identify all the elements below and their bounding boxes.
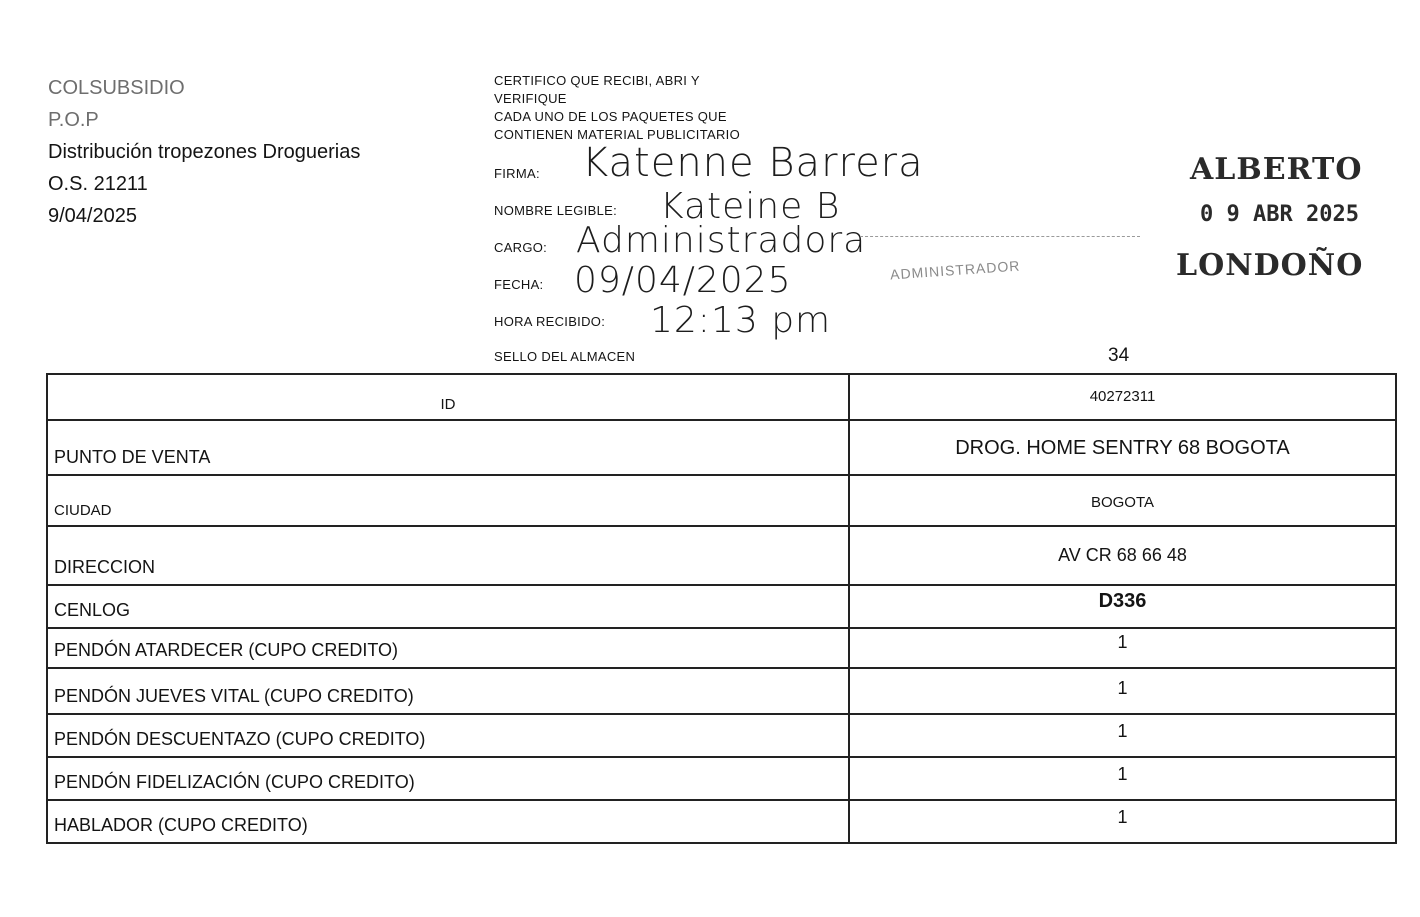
sello-number: 34 (1108, 345, 1130, 366)
row-label-punto-venta: PUNTO DE VENTA (47, 420, 849, 475)
row-label-pendon-jueves: PENDÓN JUEVES VITAL (CUPO CREDITO) (47, 668, 849, 714)
table-row (47, 757, 1396, 800)
hora-handwritten: 12:13 pm (650, 300, 832, 341)
row-label-cenlog: CENLOG (47, 585, 849, 628)
row-label-ciudad: CIUDAD (47, 475, 849, 526)
firma-signature: Katenne Barrera (582, 140, 924, 186)
table-row (47, 585, 1396, 628)
document-code: P.O.P (48, 109, 99, 131)
fecha-label: FECHA: (494, 277, 544, 292)
material-table (46, 373, 1397, 844)
row-value-pendon-descuentazo: 1 (849, 714, 1396, 757)
row-label-pendon-atardecer: PENDÓN ATARDECER (CUPO CREDITO) (47, 628, 849, 668)
sello-label: SELLO DEL ALMACEN (494, 349, 636, 364)
hora-label: HORA RECIBIDO: (494, 314, 606, 329)
cert-line: CONTIENEN MATERIAL PUBLICITARIO (494, 127, 740, 142)
cargo-label: CARGO: (494, 240, 548, 255)
row-label-pendon-fidelizacion: PENDÓN FIDELIZACIÓN (CUPO CREDITO) (47, 757, 849, 800)
fecha-handwritten: 09/04/2025 (574, 260, 792, 301)
row-value-hablador: 1 (849, 800, 1396, 843)
row-value-direccion: AV CR 68 66 48 (849, 526, 1396, 585)
table-row (47, 800, 1396, 843)
nombre-label: NOMBRE LEGIBLE: (494, 203, 617, 218)
row-value-cenlog: D336 (849, 585, 1396, 628)
table-row (47, 714, 1396, 757)
order-number: O.S. 21211 (48, 173, 148, 195)
stamp-date: 0 9 ABR 2025 (1200, 202, 1359, 227)
nombre-handwritten: Kateine B (660, 186, 841, 227)
company-name: COLSUBSIDIO (48, 77, 185, 99)
cert-line: CERTIFICO QUE RECIBI, ABRI Y (494, 73, 700, 88)
cargo-handwritten: Administradora (576, 220, 867, 261)
table-row (47, 475, 1396, 526)
table-row (47, 628, 1396, 668)
row-label-direccion: DIRECCION (47, 526, 849, 585)
row-value-pendon-atardecer: 1 (849, 628, 1396, 668)
certification-text (494, 72, 740, 144)
document-date: 9/04/2025 (48, 205, 137, 227)
cert-line: VERIFIQUE (494, 91, 567, 106)
row-value-id: 40272311 (849, 374, 1396, 420)
cargo-printed: ADMINISTRADOR (889, 257, 1021, 283)
cargo-underline (860, 236, 1140, 237)
row-value-punto-venta: DROG. HOME SENTRY 68 BOGOTA (849, 420, 1396, 475)
row-label-pendon-descuentazo: PENDÓN DESCUENTAZO (CUPO CREDITO) (47, 714, 849, 757)
table-row (47, 526, 1396, 585)
table-row (47, 374, 1396, 420)
document-header (48, 72, 360, 232)
table-row (47, 668, 1396, 714)
document-description: Distribución tropezones Droguerias (48, 141, 361, 163)
row-value-pendon-jueves: 1 (849, 668, 1396, 714)
stamp-name-top: ALBERTO (1190, 152, 1363, 187)
cert-line: CADA UNO DE LOS PAQUETES QUE (494, 109, 727, 124)
row-label-hablador: HABLADOR (CUPO CREDITO) (47, 800, 849, 843)
stamp-name-bottom: LONDOÑO (1176, 248, 1364, 283)
table-row (47, 420, 1396, 475)
row-value-ciudad: BOGOTA (849, 475, 1396, 526)
row-value-pendon-fidelizacion: 1 (849, 757, 1396, 800)
row-label-id: ID (47, 374, 849, 420)
firma-label: FIRMA: (494, 166, 540, 181)
